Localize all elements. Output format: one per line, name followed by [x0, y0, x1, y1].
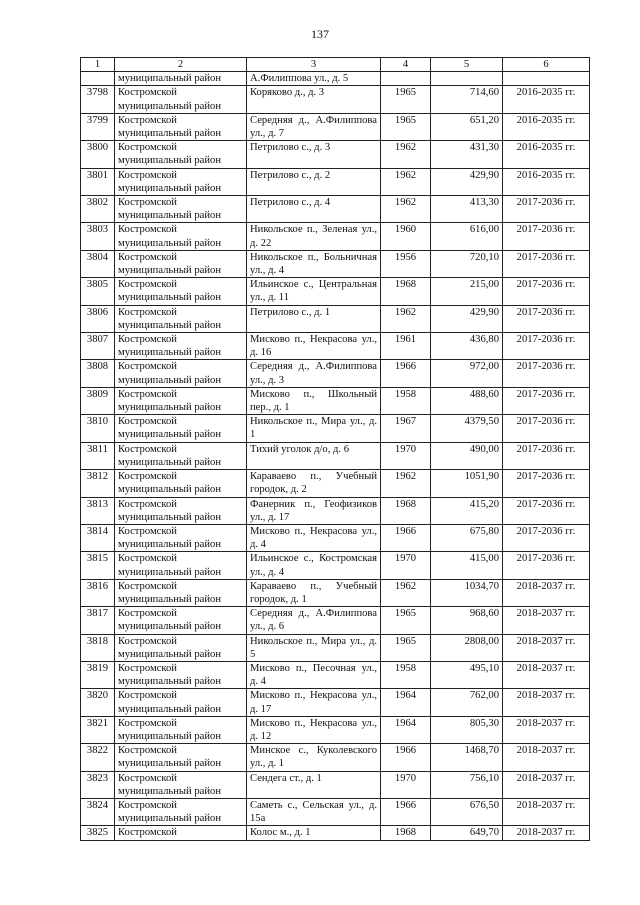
cell-area: 4379,50: [431, 415, 503, 442]
cell-district: Костромской муниципальный район: [115, 798, 247, 825]
cell-number: 3812: [81, 470, 115, 497]
cell-period: 2018-2037 гг.: [503, 689, 590, 716]
cell-address: Мисково п., Песочная ул., д. 4: [247, 661, 381, 688]
cell-address: Коряково д., д. 3: [247, 86, 381, 113]
cell-year: 1962: [381, 305, 431, 332]
cell-address: Мисково п., Некрасова ул., д. 4: [247, 524, 381, 551]
cell-year: 1962: [381, 579, 431, 606]
cell-address: Ильинское с., Центральная ул., д. 11: [247, 278, 381, 305]
cell-district: Костромской муниципальный район: [115, 634, 247, 661]
cell-area: 1034,70: [431, 579, 503, 606]
cell-address: Мисково п., Некрасова ул., д. 16: [247, 333, 381, 360]
cell-number: 3821: [81, 716, 115, 743]
cell-period: 2016-2035 гг.: [503, 113, 590, 140]
cell-year: 1965: [381, 607, 431, 634]
cell-area: 649,70: [431, 826, 503, 840]
cell-district: Костромской муниципальный район: [115, 305, 247, 332]
table-row-continued: [81, 72, 590, 86]
cell-number: 3809: [81, 387, 115, 414]
cell-period: 2018-2037 гг.: [503, 826, 590, 840]
cell-year: 1970: [381, 771, 431, 798]
table-row: [81, 634, 590, 661]
cell-number: 3807: [81, 333, 115, 360]
cell-year: 1964: [381, 716, 431, 743]
table-row: [81, 387, 590, 414]
cell-period: 2018-2037 гг.: [503, 661, 590, 688]
cell-area: 413,30: [431, 196, 503, 223]
cell-district: Костромской муниципальный район: [115, 333, 247, 360]
cell-year: 1961: [381, 333, 431, 360]
table-row: [81, 716, 590, 743]
cell-district: Костромской муниципальный район: [115, 196, 247, 223]
table-row: [81, 689, 590, 716]
cell-district: Костромской муниципальный район: [115, 579, 247, 606]
table-row: [81, 113, 590, 140]
cell-address: Никольское п., Мира ул., д. 1: [247, 415, 381, 442]
cell-district: Костромской муниципальный район: [115, 387, 247, 414]
cell-area: 714,60: [431, 86, 503, 113]
table-row: [81, 278, 590, 305]
cell-address: Середняя д., А.Филиппова ул., д. 6: [247, 607, 381, 634]
cell-address: Минское с., Куколевского ул., д. 1: [247, 744, 381, 771]
cell-area: 762,00: [431, 689, 503, 716]
cell-period: 2017-2036 гг.: [503, 497, 590, 524]
cell-year: [381, 72, 431, 86]
cell-period: 2017-2036 гг.: [503, 250, 590, 277]
table-row: [81, 497, 590, 524]
cell-year: 1962: [381, 141, 431, 168]
cell-period: 2017-2036 гг.: [503, 387, 590, 414]
cell-district: Костромской: [115, 826, 247, 840]
cell-district: Костромской муниципальный район: [115, 552, 247, 579]
cell-address: Никольское п., Зеленая ул., д. 22: [247, 223, 381, 250]
column-header: 5: [431, 58, 503, 72]
table-row: [81, 141, 590, 168]
table-row: [81, 168, 590, 195]
cell-period: 2018-2037 гг.: [503, 771, 590, 798]
cell-area: 429,90: [431, 305, 503, 332]
table-row: [81, 552, 590, 579]
cell-area: 968,60: [431, 607, 503, 634]
table-row: [81, 223, 590, 250]
table-row: [81, 250, 590, 277]
cell-number: 3801: [81, 168, 115, 195]
cell-number: 3825: [81, 826, 115, 840]
cell-number: 3822: [81, 744, 115, 771]
table-row: [81, 771, 590, 798]
cell-period: 2016-2035 гг.: [503, 86, 590, 113]
cell-area: 436,80: [431, 333, 503, 360]
cell-district: Костромской муниципальный район: [115, 360, 247, 387]
cell-district: Костромской муниципальный район: [115, 607, 247, 634]
cell-area: 756,10: [431, 771, 503, 798]
table-row: [81, 661, 590, 688]
cell-address: Никольское п., Больничная ул., д. 4: [247, 250, 381, 277]
cell-district: Костромской муниципальный район: [115, 113, 247, 140]
cell-area: 720,10: [431, 250, 503, 277]
housing-register-table: [80, 57, 590, 841]
cell-area: 2808,00: [431, 634, 503, 661]
cell-address: Караваево п., Учебный городок, д. 2: [247, 470, 381, 497]
cell-year: 1966: [381, 744, 431, 771]
cell-area: 488,60: [431, 387, 503, 414]
cell-number: 3824: [81, 798, 115, 825]
cell-number: 3804: [81, 250, 115, 277]
cell-address: Петрилово с., д. 2: [247, 168, 381, 195]
cell-year: 1956: [381, 250, 431, 277]
cell-year: 1967: [381, 415, 431, 442]
cell-number: 3815: [81, 552, 115, 579]
cell-year: 1968: [381, 497, 431, 524]
column-header: 3: [247, 58, 381, 72]
cell-area: 675,80: [431, 524, 503, 551]
cell-year: 1970: [381, 442, 431, 469]
cell-period: 2018-2037 гг.: [503, 579, 590, 606]
cell-period: 2017-2036 гг.: [503, 305, 590, 332]
cell-area: 495,10: [431, 661, 503, 688]
cell-period: 2018-2037 гг.: [503, 798, 590, 825]
cell-period: 2017-2036 гг.: [503, 223, 590, 250]
cell-address: А.Филиппова ул., д. 5: [247, 72, 381, 86]
cell-area: 1468,70: [431, 744, 503, 771]
cell-number: 3823: [81, 771, 115, 798]
cell-period: 2018-2037 гг.: [503, 744, 590, 771]
cell-year: 1962: [381, 196, 431, 223]
cell-area: 805,30: [431, 716, 503, 743]
cell-area: 651,20: [431, 113, 503, 140]
cell-address: Мисково п., Некрасова ул., д. 17: [247, 689, 381, 716]
cell-district: Костромской муниципальный район: [115, 442, 247, 469]
cell-period: 2018-2037 гг.: [503, 607, 590, 634]
cell-address: Сендега ст., д. 1: [247, 771, 381, 798]
table-row: [81, 415, 590, 442]
table-row: [81, 86, 590, 113]
cell-period: 2017-2036 гг.: [503, 442, 590, 469]
table-row: [81, 305, 590, 332]
column-header: 4: [381, 58, 431, 72]
cell-number: 3819: [81, 661, 115, 688]
cell-district: Костромской муниципальный район: [115, 744, 247, 771]
cell-number: 3808: [81, 360, 115, 387]
cell-address: Мисково п., Школьный пер., д. 1: [247, 387, 381, 414]
column-header: 2: [115, 58, 247, 72]
cell-period: 2018-2037 гг.: [503, 716, 590, 743]
cell-district: Костромской муниципальный район: [115, 716, 247, 743]
table-row: [81, 579, 590, 606]
cell-address: Середняя д., А.Филиппова ул., д. 3: [247, 360, 381, 387]
cell-period: 2017-2036 гг.: [503, 196, 590, 223]
cell-period: 2017-2036 гг.: [503, 524, 590, 551]
cell-district: Костромской муниципальный район: [115, 689, 247, 716]
cell-period: 2016-2035 гг.: [503, 168, 590, 195]
cell-number: 3805: [81, 278, 115, 305]
cell-year: 1968: [381, 278, 431, 305]
table-row: [81, 524, 590, 551]
table-row: [81, 744, 590, 771]
cell-period: [503, 72, 590, 86]
cell-address: Никольское п., Мира ул., д. 5: [247, 634, 381, 661]
cell-number: 3813: [81, 497, 115, 524]
cell-number: 3818: [81, 634, 115, 661]
cell-address: Колос м., д. 1: [247, 826, 381, 840]
table-row: [81, 196, 590, 223]
table-row: [81, 360, 590, 387]
cell-number: 3800: [81, 141, 115, 168]
cell-number: 3816: [81, 579, 115, 606]
cell-year: 1964: [381, 689, 431, 716]
cell-district: Костромской муниципальный район: [115, 250, 247, 277]
cell-number: 3814: [81, 524, 115, 551]
cell-address: Петрилово с., д. 3: [247, 141, 381, 168]
cell-area: 415,20: [431, 497, 503, 524]
page-number: 137: [311, 27, 329, 41]
cell-year: 1958: [381, 387, 431, 414]
cell-area: 415,00: [431, 552, 503, 579]
table-row: [81, 333, 590, 360]
table-row: [81, 798, 590, 825]
cell-district: Костромской муниципальный район: [115, 524, 247, 551]
cell-address: Ильинское с., Костромская ул., д. 4: [247, 552, 381, 579]
column-header: 6: [503, 58, 590, 72]
cell-area: 1051,90: [431, 470, 503, 497]
cell-number: 3820: [81, 689, 115, 716]
cell-period: 2017-2036 гг.: [503, 360, 590, 387]
cell-year: 1960: [381, 223, 431, 250]
table-row: [81, 470, 590, 497]
cell-number: 3802: [81, 196, 115, 223]
cell-district: Костромской муниципальный район: [115, 497, 247, 524]
cell-area: 676,50: [431, 798, 503, 825]
cell-period: 2017-2036 гг.: [503, 552, 590, 579]
cell-period: 2017-2036 гг.: [503, 470, 590, 497]
cell-period: 2016-2035 гг.: [503, 141, 590, 168]
cell-address: Саметь с., Сельская ул., д. 15а: [247, 798, 381, 825]
cell-district: Костромской муниципальный район: [115, 86, 247, 113]
cell-area: [431, 72, 503, 86]
cell-area: 215,00: [431, 278, 503, 305]
cell-area: 429,90: [431, 168, 503, 195]
table-row: [81, 607, 590, 634]
cell-address: Мисково п., Некрасова ул., д. 12: [247, 716, 381, 743]
cell-period: 2018-2037 гг.: [503, 634, 590, 661]
cell-address: Петрилово с., д. 4: [247, 196, 381, 223]
cell-number: 3810: [81, 415, 115, 442]
cell-district: Костромской муниципальный район: [115, 141, 247, 168]
cell-period: 2017-2036 гг.: [503, 278, 590, 305]
cell-address: Тихий уголок д/о, д. 6: [247, 442, 381, 469]
cell-number: 3811: [81, 442, 115, 469]
cell-year: 1962: [381, 470, 431, 497]
cell-district: Костромской муниципальный район: [115, 771, 247, 798]
column-number-row: [81, 58, 590, 72]
cell-year: 1965: [381, 113, 431, 140]
cell-area: 616,00: [431, 223, 503, 250]
cell-address: Фанерник п., Геофизиков ул., д. 17: [247, 497, 381, 524]
cell-year: 1966: [381, 798, 431, 825]
cell-year: 1970: [381, 552, 431, 579]
cell-year: 1965: [381, 86, 431, 113]
cell-period: 2017-2036 гг.: [503, 333, 590, 360]
cell-number: 3799: [81, 113, 115, 140]
cell-district: Костромской муниципальный район: [115, 168, 247, 195]
cell-district: Костромской муниципальный район: [115, 470, 247, 497]
table-row: [81, 442, 590, 469]
cell-number: [81, 72, 115, 86]
cell-number: 3806: [81, 305, 115, 332]
cell-year: 1965: [381, 634, 431, 661]
cell-number: 3798: [81, 86, 115, 113]
cell-address: Середняя д., А.Филиппова ул., д. 7: [247, 113, 381, 140]
cell-address: Петрилово с., д. 1: [247, 305, 381, 332]
cell-address: Караваево п., Учебный городок, д. 1: [247, 579, 381, 606]
cell-year: 1966: [381, 524, 431, 551]
cell-district: Костромской муниципальный район: [115, 661, 247, 688]
table-row-last: [81, 826, 590, 840]
cell-year: 1966: [381, 360, 431, 387]
cell-number: 3803: [81, 223, 115, 250]
cell-year: 1958: [381, 661, 431, 688]
cell-district: Костромской муниципальный район: [115, 415, 247, 442]
cell-area: 972,00: [431, 360, 503, 387]
cell-number: 3817: [81, 607, 115, 634]
cell-district: Костромской муниципальный район: [115, 223, 247, 250]
cell-year: 1968: [381, 826, 431, 840]
cell-district: муниципальный район: [115, 72, 247, 86]
cell-year: 1962: [381, 168, 431, 195]
cell-area: 431,30: [431, 141, 503, 168]
cell-district: Костромской муниципальный район: [115, 278, 247, 305]
column-header: 1: [81, 58, 115, 72]
cell-period: 2017-2036 гг.: [503, 415, 590, 442]
cell-area: 490,00: [431, 442, 503, 469]
